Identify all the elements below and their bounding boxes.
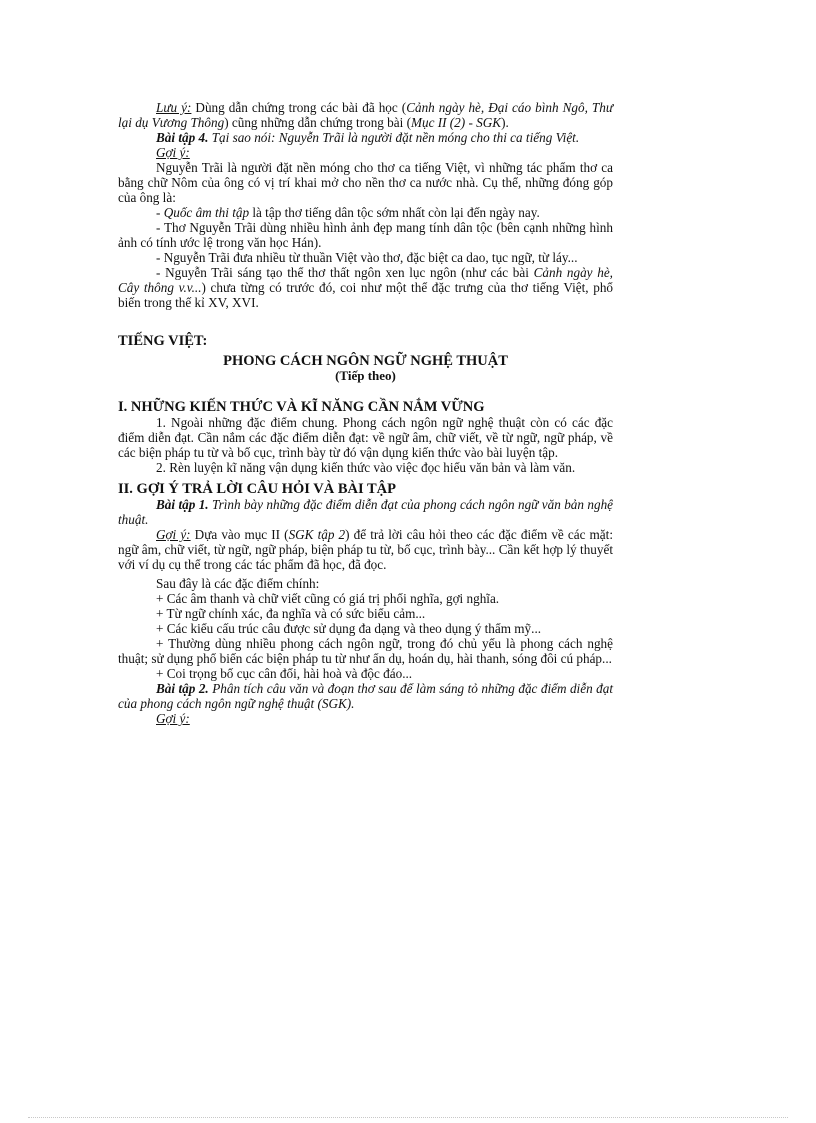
answer-point: - Nguyễn Trãi sáng tạo thể thơ thất ngôn xen lục ngôn (như các bài Cảnh ngày hè, Cây thông v.v...) chưa từng có trước đó, coi như một thể đặc trưng của thơ tiếng Việt, phổ biến trong thế kỉ XV, XVI. <box>118 265 614 310</box>
feature-item: + Thường dùng nhiều phong cách ngôn ngữ, trong đó chủ yếu là phong cách nghệ thuật; sử dụng phổ biến các biện pháp tu từ như ẩn dụ, hoán dụ, hài thanh, sóng đôi cú pháp... <box>118 636 613 666</box>
answer-point: - Quốc âm thi tập là tập thơ tiếng dân tộc sớm nhất còn lại đến ngày nay. <box>156 205 540 220</box>
hint-paragraph: Gợi ý: Dựa vào mục II (SGK tập 2) để trả lời câu hỏi theo các đặc điểm về các mặt: ngữ âm, chữ viết, từ ngữ, ngữ pháp, biện pháp tu từ, bố cục, trình bày... Cần kết hợp lý thuyết với ví dụ cụ thể trong các tác phẩm đã học, đã đọc. <box>118 527 613 572</box>
heading-part-1: I. NHỮNG KIẾN THỨC VÀ KĨ NĂNG CẦN NẮM VỮNG <box>118 399 485 415</box>
knowledge-paragraph: 2. Rèn luyện kĩ năng vận dụng kiến thức vào việc đọc hiểu văn bản và làm văn. <box>156 460 576 475</box>
answer-point: - Nguyễn Trãi đưa nhiều từ thuần Việt vào thơ, đặc biệt ca dao, tục ngữ, từ láy... <box>156 250 578 265</box>
answer-paragraph: Nguyễn Trãi là người đặt nền móng cho thơ ca tiếng Việt, vì những tác phẩm thơ ca bằng chữ Nôm của ông có vị trí khai mở cho nền thơ ca nước nhà. Cụ thể, những đóng góp của ông là: <box>118 160 613 205</box>
knowledge-paragraph: 1. Ngoài những đặc điểm chung. Phong cách ngôn ngữ nghệ thuật còn có các đặc điểm diễn đạt. Cần nắm các đặc điểm diễn đạt: về ngữ âm, chữ viết, về từ ngữ, ngữ pháp, về các biện pháp tu từ và bố cục, trình bày từ đó vận dụng kiến thức vào bài luyện tập. <box>118 415 613 460</box>
document-page <box>118 100 613 726</box>
feature-item: + Từ ngữ chính xác, đa nghĩa và có sức biểu cảm... <box>156 606 426 621</box>
note-paragraph: Lưu ý: Dùng dẫn chứng trong các bài đã học (Cảnh ngày hè, Đại cáo bình Ngô, Thư lại dụ Vương Thông) cũng những dẫn chứng trong bài (Mục II (2) - SGK). <box>118 100 614 130</box>
feature-item: + Các kiểu cấu trúc câu được sử dụng đa dạng và theo dụng ý thẩm mỹ... <box>156 621 542 636</box>
heading-part-2: II. GỢI Ý TRẢ LỜI CÂU HỎI VÀ BÀI TẬP <box>118 481 396 497</box>
feature-item: + Các âm thanh và chữ viết cũng có giá trị phối nghĩa, gợi nghĩa. <box>156 591 500 606</box>
section-heading: TIẾNG VIỆT: <box>118 333 208 349</box>
hint-label: Gợi ý: <box>156 711 190 726</box>
features-intro: Sau đây là các đặc điểm chính: <box>156 576 320 591</box>
page-bottom-border <box>28 1117 788 1118</box>
exercise-4-heading: Bài tập 4. Tại sao nói: Nguyễn Trãi là người đặt nền móng cho thi ca tiếng Việt. <box>156 130 580 145</box>
note-label: Lưu ý: <box>156 100 192 115</box>
answer-point: - Thơ Nguyễn Trãi dùng nhiều hình ảnh đẹp mang tính dân tộc (bên cạnh những hình ảnh có tính ước lệ trong văn học Hán). <box>118 220 613 250</box>
lesson-title: PHONG CÁCH NGÔN NGỮ NGHỆ THUẬT <box>223 353 508 369</box>
lesson-subtitle: (Tiếp theo) <box>335 368 396 383</box>
exercise-2-heading: Bài tập 2. Phân tích câu văn và đoạn thơ sau để làm sáng tỏ những đặc điểm diễn đạt của phong cách ngôn ngữ nghệ thuật (SGK). <box>118 681 613 711</box>
feature-item: + Coi trọng bố cục cân đối, hài hoà và độc đáo... <box>156 666 413 681</box>
exercise-1-heading: Bài tập 1. Trình bày những đặc điểm diễn đạt của phong cách ngôn ngữ văn bản nghệ thuật. <box>118 497 614 527</box>
hint-label: Gợi ý: <box>156 145 190 160</box>
